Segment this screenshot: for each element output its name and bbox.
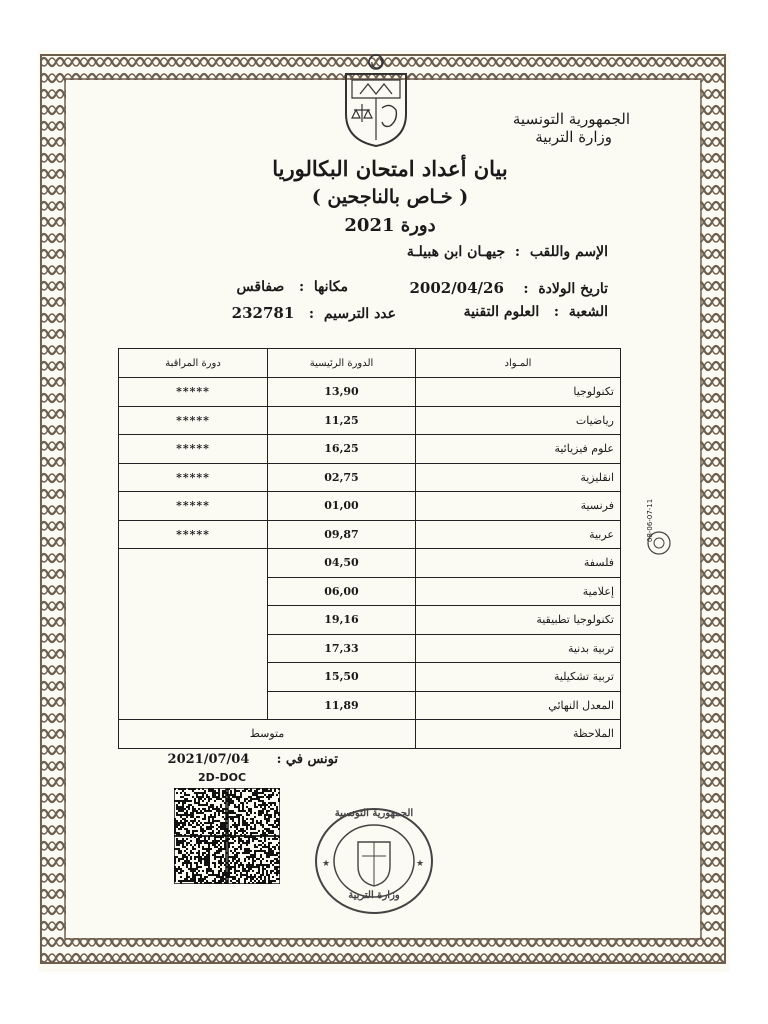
birthplace-value: صفاقس (236, 279, 285, 295)
subject-cell: تكنولوجيا (416, 378, 621, 407)
main-session-grade: 11,25 (268, 406, 416, 435)
certificate-title: بيان أعداد امتحان البكالوريا (272, 156, 508, 181)
remedial-session-grade: ***** (119, 406, 268, 435)
subject-cell: عربية (416, 520, 621, 549)
registration-row: عدد الترسيم : 232781 (231, 304, 396, 322)
birthplace-row: مكانها : صفاقس (236, 279, 348, 295)
issued-label: تونس في : (276, 752, 338, 767)
seal-bottom-text: وزارة التربية (348, 890, 400, 901)
main-session-grade: 19,16 (268, 606, 416, 635)
registration-label: عدد الترسيم (323, 306, 396, 322)
main-session-grade: 04,50 (268, 549, 416, 578)
grades-table (118, 348, 621, 749)
header-block (470, 110, 630, 146)
seal-top-text: الجمهورية التونسية (334, 808, 414, 819)
small-stamp-icon (646, 530, 672, 556)
col-remedial-session-header: دورة المراقبة (119, 349, 268, 378)
dob-value: 2002/04/26 (409, 279, 504, 297)
subject-cell: تربية بدنية (416, 634, 621, 663)
name-value: جيهـان ابن هبيلـة (406, 244, 506, 260)
grade-row (119, 520, 621, 549)
main-session-grade: 01,00 (268, 492, 416, 521)
main-session-grade: 16,25 (268, 435, 416, 464)
remedial-session-grade: ***** (119, 520, 268, 549)
subject-cell: فلسفة (416, 549, 621, 578)
subject-cell: تكنولوجيا تطبيقية (416, 606, 621, 635)
subject-cell: المعدل النهائي (416, 691, 621, 720)
main-session-grade: 06,00 (268, 577, 416, 606)
name-row: الإسم واللقب : جيهـان ابن هبيلـة (406, 244, 608, 260)
remedial-empty-cell (119, 549, 268, 720)
grade-row (119, 492, 621, 521)
branch-row: الشعبة : العلوم التقنية (463, 304, 608, 320)
2d-barcode-icon (174, 788, 280, 884)
main-session-grade: 02,75 (268, 463, 416, 492)
subject-cell: إعلامية (416, 577, 621, 606)
remarks-label: الملاحظة (416, 720, 621, 749)
grade-row (119, 549, 621, 578)
svg-text:★: ★ (322, 859, 331, 869)
grade-row (119, 463, 621, 492)
barcode-label: 2D-DOC (198, 771, 247, 784)
session-year: دورة 2021 (344, 215, 436, 236)
remarks-value: متوسط (119, 720, 416, 749)
col-main-session-header: الدورة الرئيسية (268, 349, 416, 378)
branch-value: العلوم التقنية (463, 304, 540, 320)
main-session-grade: 13,90 (268, 378, 416, 407)
subject-cell: انقليزية (416, 463, 621, 492)
grade-row (119, 406, 621, 435)
ministry-name: وزارة التربية (535, 128, 612, 146)
name-label: الإسم واللقب (529, 244, 608, 260)
issued-place-date (168, 752, 338, 767)
issued-date: 2021/07/04 (167, 752, 250, 767)
remedial-session-grade: ***** (119, 435, 268, 464)
branch-label: الشعبة (568, 304, 608, 320)
coat-of-arms-icon (338, 52, 414, 148)
grade-row (119, 435, 621, 464)
remarks-row (119, 720, 621, 749)
main-session-grade: 09,87 (268, 520, 416, 549)
birthplace-label: مكانها (313, 279, 348, 295)
registration-value: 232781 (231, 304, 295, 322)
dob-label: تاريخ الولادة (538, 281, 608, 297)
remedial-session-grade: ***** (119, 378, 268, 407)
svg-text:★: ★ (416, 859, 425, 869)
republic-name: الجمهورية التونسية (512, 110, 630, 128)
subject-cell: علوم فيزيائية (416, 435, 621, 464)
main-session-grade: 11,89 (268, 691, 416, 720)
certificate-subtitle: ( خـاص بالناجحين ) (311, 186, 469, 208)
side-reference-code: 08-06-07-11 (646, 498, 654, 542)
grade-row (119, 378, 621, 407)
remedial-session-grade: ***** (119, 463, 268, 492)
dob-row: تاريخ الولادة : 2002/04/26 (409, 279, 608, 297)
remedial-session-grade: ***** (119, 492, 268, 521)
table-header-row (119, 349, 621, 378)
subject-cell: فرنسية (416, 492, 621, 521)
subject-cell: تربية تشكيلية (416, 663, 621, 692)
main-session-grade: 15,50 (268, 663, 416, 692)
subject-cell: رياضيات (416, 406, 621, 435)
col-subject-header: المـواد (416, 349, 621, 378)
grades-body (119, 378, 621, 749)
main-session-grade: 17,33 (268, 634, 416, 663)
